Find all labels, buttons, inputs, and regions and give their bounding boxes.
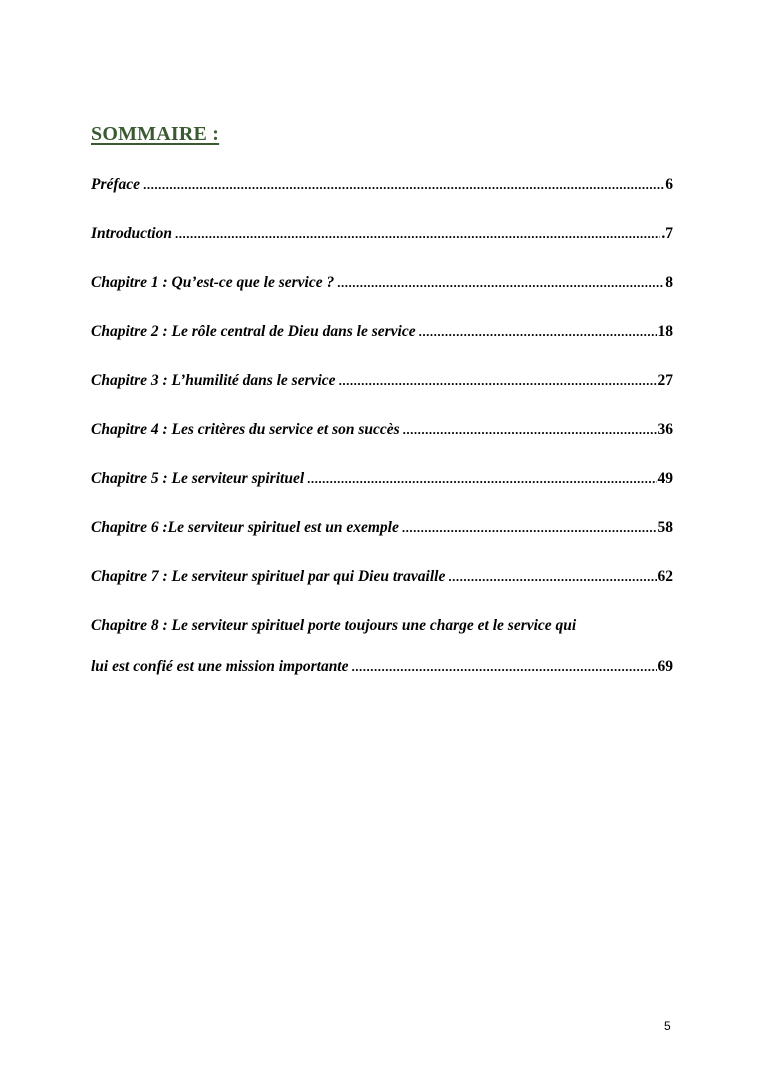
toc-entry-label: Chapitre 3 : L’humilité dans le service [91, 372, 336, 389]
toc-entry-page: 18 [657, 323, 673, 340]
toc-entry-label: Chapitre 4 : Les critères du service et son succès [91, 421, 400, 438]
dot-leader [352, 659, 657, 675]
toc-entry-chapter-7 [91, 568, 673, 617]
toc-entry-preface [91, 176, 673, 225]
toc-entry-chapter-4 [91, 421, 673, 470]
dot-leader [402, 520, 657, 536]
toc-entry-line2 [91, 658, 673, 676]
toc-entry-chapter-2 [91, 323, 673, 372]
toc-entry-label: Chapitre 6 :Le serviteur spirituel est un exemple [91, 519, 399, 536]
page-number: 5 [664, 1019, 671, 1033]
toc-entry-chapter-6 [91, 519, 673, 568]
dot-leader [448, 569, 656, 585]
dot-leader [307, 471, 656, 487]
dot-leader [337, 275, 664, 291]
dot-leader [403, 422, 657, 438]
dot-leader [175, 226, 660, 242]
toc-entry-label-line1: Chapitre 8 : Le serviteur spirituel porte toujours une charge et le service qui [91, 617, 577, 634]
toc-entry-page: 8 [665, 274, 673, 291]
dot-leader [143, 177, 664, 193]
toc-entry-page: .7 [661, 225, 673, 242]
toc-entry-label: Chapitre 1 : Qu’est-ce que le service ? [91, 274, 335, 291]
toc-entry-page: 6 [665, 176, 673, 193]
table-of-contents [91, 176, 673, 676]
toc-entry-label: Chapitre 7 : Le serviteur spirituel par qui Dieu travaille [91, 568, 446, 585]
toc-entry-label: Introduction [91, 225, 172, 242]
toc-entry-page: 58 [657, 519, 673, 536]
toc-entry-page: 27 [657, 372, 673, 389]
toc-entry-label: Chapitre 5 : Le serviteur spirituel [91, 470, 305, 487]
dot-leader [339, 373, 657, 389]
page-title: SOMMAIRE : [91, 123, 220, 145]
toc-entry-page: 36 [657, 421, 673, 438]
toc-entry-label: Préface [91, 176, 141, 193]
toc-entry-chapter-3 [91, 372, 673, 421]
toc-entry-page: 69 [657, 658, 673, 675]
toc-entry-page: 62 [657, 568, 673, 585]
toc-entry-introduction [91, 225, 673, 274]
toc-entry-label: Chapitre 2 : Le rôle central de Dieu dans le service [91, 323, 416, 340]
toc-entry-label-line2: lui est confié est une mission importante [91, 658, 349, 675]
toc-entry-page: 49 [657, 470, 673, 487]
toc-entry-chapter-8 [91, 617, 673, 676]
dot-leader [419, 324, 657, 340]
toc-entry-chapter-1 [91, 274, 673, 323]
toc-entry-chapter-5 [91, 470, 673, 519]
